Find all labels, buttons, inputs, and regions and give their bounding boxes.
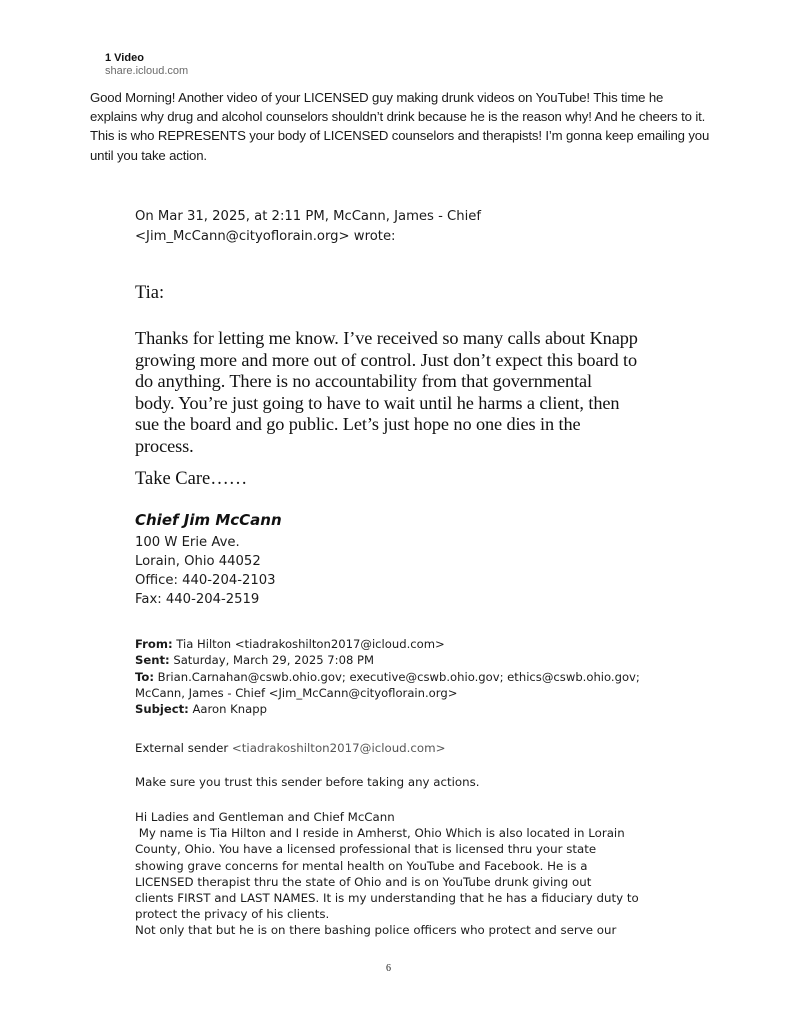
- quoted-reply-header-line: On Mar 31, 2025, at 2:11 PM, McCann, James - Chief: [135, 209, 482, 224]
- message-line: Not only that but he is on there bashing police officers who protect and serve our: [135, 923, 617, 938]
- reply-body-line: sue the board and go public. Let’s just hope no one dies in the: [135, 414, 581, 434]
- to-row: [135, 669, 675, 685]
- signature-address: 100 W Erie Ave.: [135, 535, 240, 550]
- page-number: 6: [386, 963, 391, 974]
- subject-value: Aaron Knapp: [192, 702, 267, 717]
- from-row: [135, 636, 675, 652]
- original-message-body: [135, 809, 675, 939]
- signature-name: Chief Jim McCann: [135, 511, 282, 529]
- external-sender-label: External sender: [135, 741, 229, 755]
- sent-label: Sent:: [135, 653, 170, 668]
- message-line: clients FIRST and LAST NAMES. It is my understanding that he has a fiduciary duty to: [135, 891, 639, 906]
- reply-body-line: process.: [135, 435, 194, 456]
- signature-office-phone: Office: 440-204-2103: [135, 573, 276, 588]
- external-sender-address: <tiadrakoshilton2017@icloud.com>: [231, 741, 446, 755]
- quoted-reply-header: [135, 207, 555, 246]
- external-sender-notice: [135, 741, 446, 755]
- subject-label: Subject:: [135, 702, 189, 717]
- signature-block: [135, 533, 276, 609]
- sent-value: Saturday, March 29, 2025 7:08 PM: [173, 653, 375, 668]
- to-value: Brian.Carnahan@cswb.ohio.gov; executive@cswb.ohio.gov; ethics@cswb.ohio.gov;: [157, 669, 640, 684]
- message-line: protect the privacy of his clients.: [135, 907, 330, 922]
- subject-row: [135, 701, 675, 717]
- message-line: showing grave concerns for mental health on YouTube and Facebook. He is a: [135, 858, 588, 873]
- message-line: My name is Tia Hilton and I reside in Amherst, Ohio Which is also located in Lorain: [135, 826, 625, 841]
- trust-warning: Make sure you trust this sender before taking any actions.: [135, 775, 480, 789]
- attachment-title[interactable]: 1 Video: [105, 52, 144, 64]
- message-line: County, Ohio. You have a licensed professional that is licensed thru your state: [135, 842, 597, 857]
- reply-closing: Take Care……: [135, 469, 248, 489]
- to-label: To:: [135, 669, 154, 684]
- reply-body-line: growing more and more out of control. Just don’t expect this board to: [135, 349, 638, 370]
- reply-body-line: body. You’re just going to have to wait until he harms a client, then: [135, 392, 620, 413]
- quoted-reply-sender-email[interactable]: <Jim_McCann@cityoflorain.org> wrote:: [135, 228, 396, 244]
- intro-message: Good Morning! Another video of your LICENSED guy making drunk videos on YouTube! This time he explains why drug and alcohol counselors shouldn’t drink because he is the reason why! And he cheers to it. This is who REPRESENTS your body of LICENSED counselors and therapists! I’m gonna keep emailing you until you take action.: [90, 90, 710, 163]
- to-row-continued: McCann, James - Chief <Jim_McCann@cityoflorain.org>: [135, 685, 458, 700]
- from-value: Tia Hilton <tiadrakoshilton2017@icloud.com>: [176, 637, 445, 651]
- reply-greeting: Tia:: [135, 283, 165, 303]
- attachment-domain-link[interactable]: share.icloud.com: [105, 65, 189, 77]
- sent-row: [135, 652, 675, 668]
- message-line: Hi Ladies and Gentleman and Chief McCann: [135, 810, 395, 824]
- message-line: LICENSED therapist thru the state of Ohio and is on YouTube drunk giving out: [135, 874, 592, 889]
- signature-city: Lorain, Ohio 44052: [135, 554, 261, 569]
- reply-body-line: Thanks for letting me know. I’ve received so many calls about Knapp: [135, 328, 638, 348]
- from-label: From:: [135, 637, 173, 651]
- reply-body-line: do anything. There is no accountability from that governmental: [135, 371, 592, 391]
- forwarded-header: [135, 636, 675, 717]
- reply-body: [135, 328, 655, 457]
- signature-fax: Fax: 440-204-2519: [135, 592, 260, 607]
